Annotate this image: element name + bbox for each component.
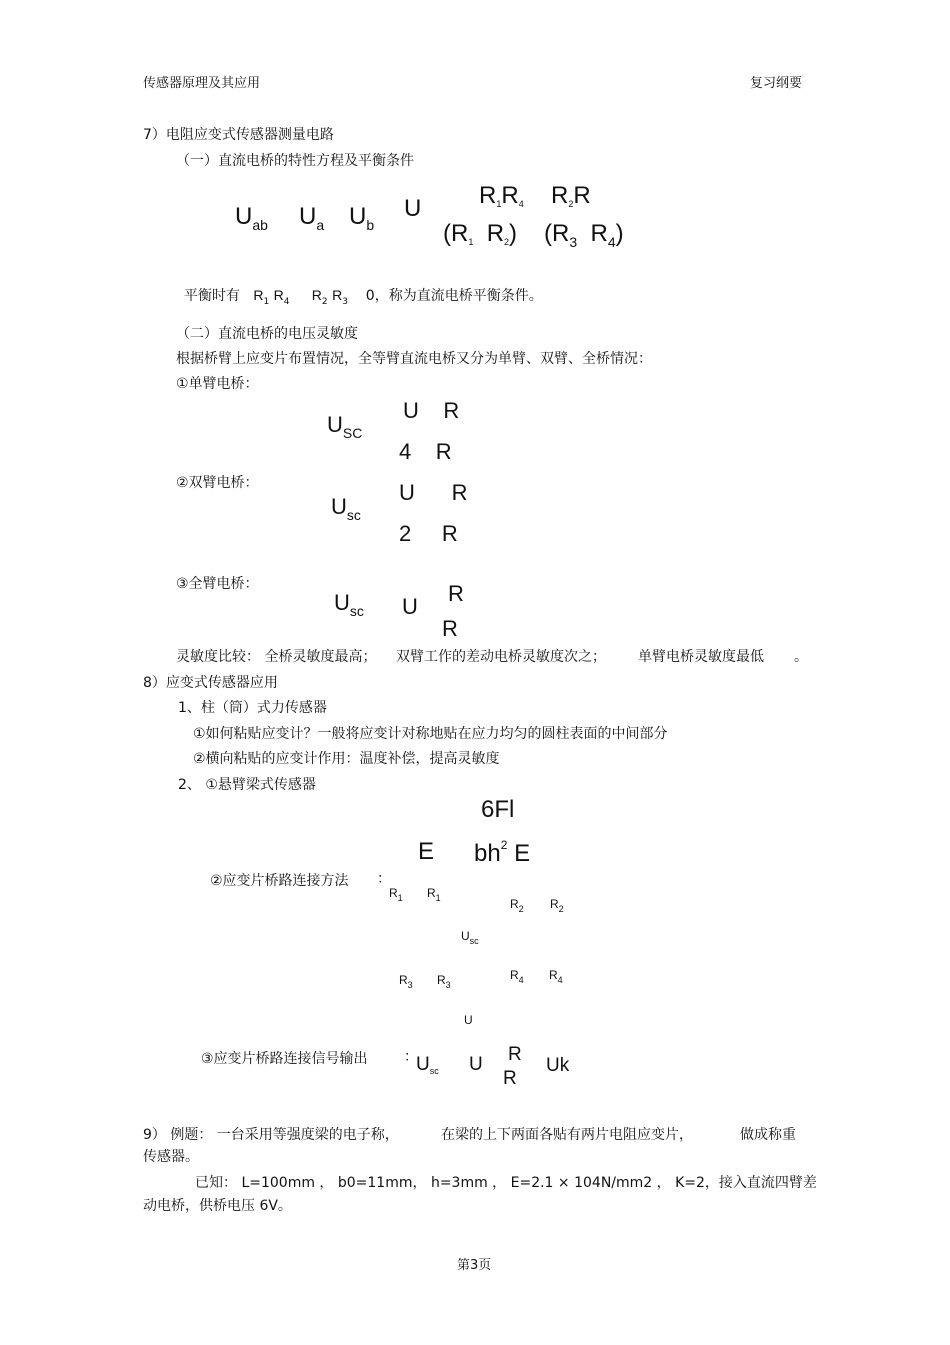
label-usc: $U_{sc}$ <box>461 929 479 946</box>
example-line4: 动电桥，供桥电压 6V。 <box>143 1198 292 1214</box>
sensitivity-comparison-end: 。 <box>794 649 808 665</box>
sensitivity-comparison-b: 双臂工作的差动电桥灵敏度次之； <box>396 649 606 665</box>
cant-e: E <box>418 838 435 865</box>
double-arm-label: ②双臂电桥： <box>176 475 259 491</box>
signal-denominator: R <box>503 1068 517 1089</box>
item-1: 1、柱（筒）式力传感器 <box>178 700 327 716</box>
label-r3-a: $R_3$ <box>399 973 413 990</box>
example-line1-b: 在梁的上下两面各贴有两片电阻应变片， <box>441 1127 693 1143</box>
example-line1-c: 做成称重 <box>740 1127 796 1143</box>
single-arm-label: ①单臂电桥： <box>176 376 259 392</box>
label-r4-b: $R_4$ <box>549 968 563 985</box>
eq-denominator-2: ($R_3$ $R_4$) <box>544 220 624 250</box>
item-1a: ①如何粘贴应变计？一般将应变计对称地贴在应力均匀的圆柱表面的中间部分 <box>193 726 668 742</box>
signal-numerator: R <box>508 1044 522 1065</box>
subsection-1-title: （一）直流电桥的特性方程及平衡条件 <box>176 153 414 169</box>
bridge-intro-text: 根据桥臂上应变片布置情况，全等臂直流电桥又分为单臂、双臂、全桥情况： <box>176 351 652 367</box>
example-line1-a: 9） 例题： 一台采用等强度梁的电子称， <box>143 1127 399 1143</box>
section-7-title: 7）电阻应变式传感器测量电路 <box>143 127 334 143</box>
eq-denominator-1: ($R_1$ $R_2$) <box>443 220 518 247</box>
item-1b: ②横向粘贴的应变计作用：温度补偿，提高灵敏度 <box>193 751 500 767</box>
eq-u: U <box>404 195 422 222</box>
eq-numerator-r2r3: $R_2R$ <box>551 182 591 209</box>
example-line2: 传感器。 <box>143 1149 199 1165</box>
full-usc: $U_{sc}$ <box>334 590 364 619</box>
eq-ub: $U_b$ <box>349 203 375 233</box>
signal-output-colon: ： <box>404 1049 418 1065</box>
bridge-connection-colon: ： <box>377 871 391 887</box>
cant-denominator: $bh^2$ E <box>474 838 531 867</box>
eq-uab: $U_{ab}$ <box>235 203 268 233</box>
signal-output-label: ③应变片桥路连接信号输出 <box>201 1051 368 1067</box>
single-denominator: 4 R <box>399 439 452 464</box>
subsection-2-title: （二）直流电桥的电压灵敏度 <box>176 326 358 342</box>
single-usc: $U_{SC}$ <box>327 412 363 441</box>
single-numerator: U R <box>403 398 460 423</box>
header-left: 传感器原理及其应用 <box>143 76 261 91</box>
example-line3: 已知： L=100mm ， b0=11mm， h=3mm ， E=2.1 × 104N/mm2 ， K=2，接入直流四臂差 <box>195 1175 817 1191</box>
signal-uk: Uk <box>546 1055 570 1076</box>
sensitivity-comparison-a: 灵敏度比较： 全桥灵敏度最高； <box>176 649 377 665</box>
double-usc: $U_{sc}$ <box>331 494 361 523</box>
label-r3-b: $R_3$ <box>437 973 451 990</box>
signal-usc: $U_{sc}$ <box>416 1054 439 1076</box>
eq-ua: $U_a$ <box>299 203 325 233</box>
section-8-title: 8）应变式传感器应用 <box>143 675 278 691</box>
label-r4-a: $R_4$ <box>510 968 524 985</box>
label-r1-b: $R_1$ <box>427 886 441 903</box>
balance-condition: 平衡时有 $R_1$ $R_4$ $R_2$ $R_3$ 0，称为直流电桥平衡条件。 <box>184 287 543 307</box>
full-denominator: R <box>442 616 458 641</box>
eq-numerator-r1r4: $R_1R_4$ <box>479 182 524 209</box>
full-u: U <box>402 594 418 619</box>
label-r2-a: $R_2$ <box>510 897 524 914</box>
double-numerator: U R <box>399 480 468 505</box>
label-r2-b: $R_2$ <box>550 897 564 914</box>
item-2: 2、 ①悬臂梁式传感器 <box>178 777 316 793</box>
page-number: 第3页 <box>457 1258 492 1273</box>
cant-numerator: 6Fl <box>481 796 515 823</box>
full-numerator: R <box>448 581 464 606</box>
label-r1-a: $R_1$ <box>389 886 403 903</box>
double-denominator: 2 R <box>399 521 458 546</box>
header-right: 复习纲要 <box>750 76 803 91</box>
bridge-connection-label: ②应变片桥路连接方法 <box>210 873 349 889</box>
sensitivity-comparison-c: 单臂电桥灵敏度最低 <box>638 649 764 665</box>
signal-u: U <box>469 1054 483 1075</box>
full-bridge-label: ③全臂电桥： <box>176 576 259 592</box>
label-u-supply: U <box>464 1013 473 1027</box>
